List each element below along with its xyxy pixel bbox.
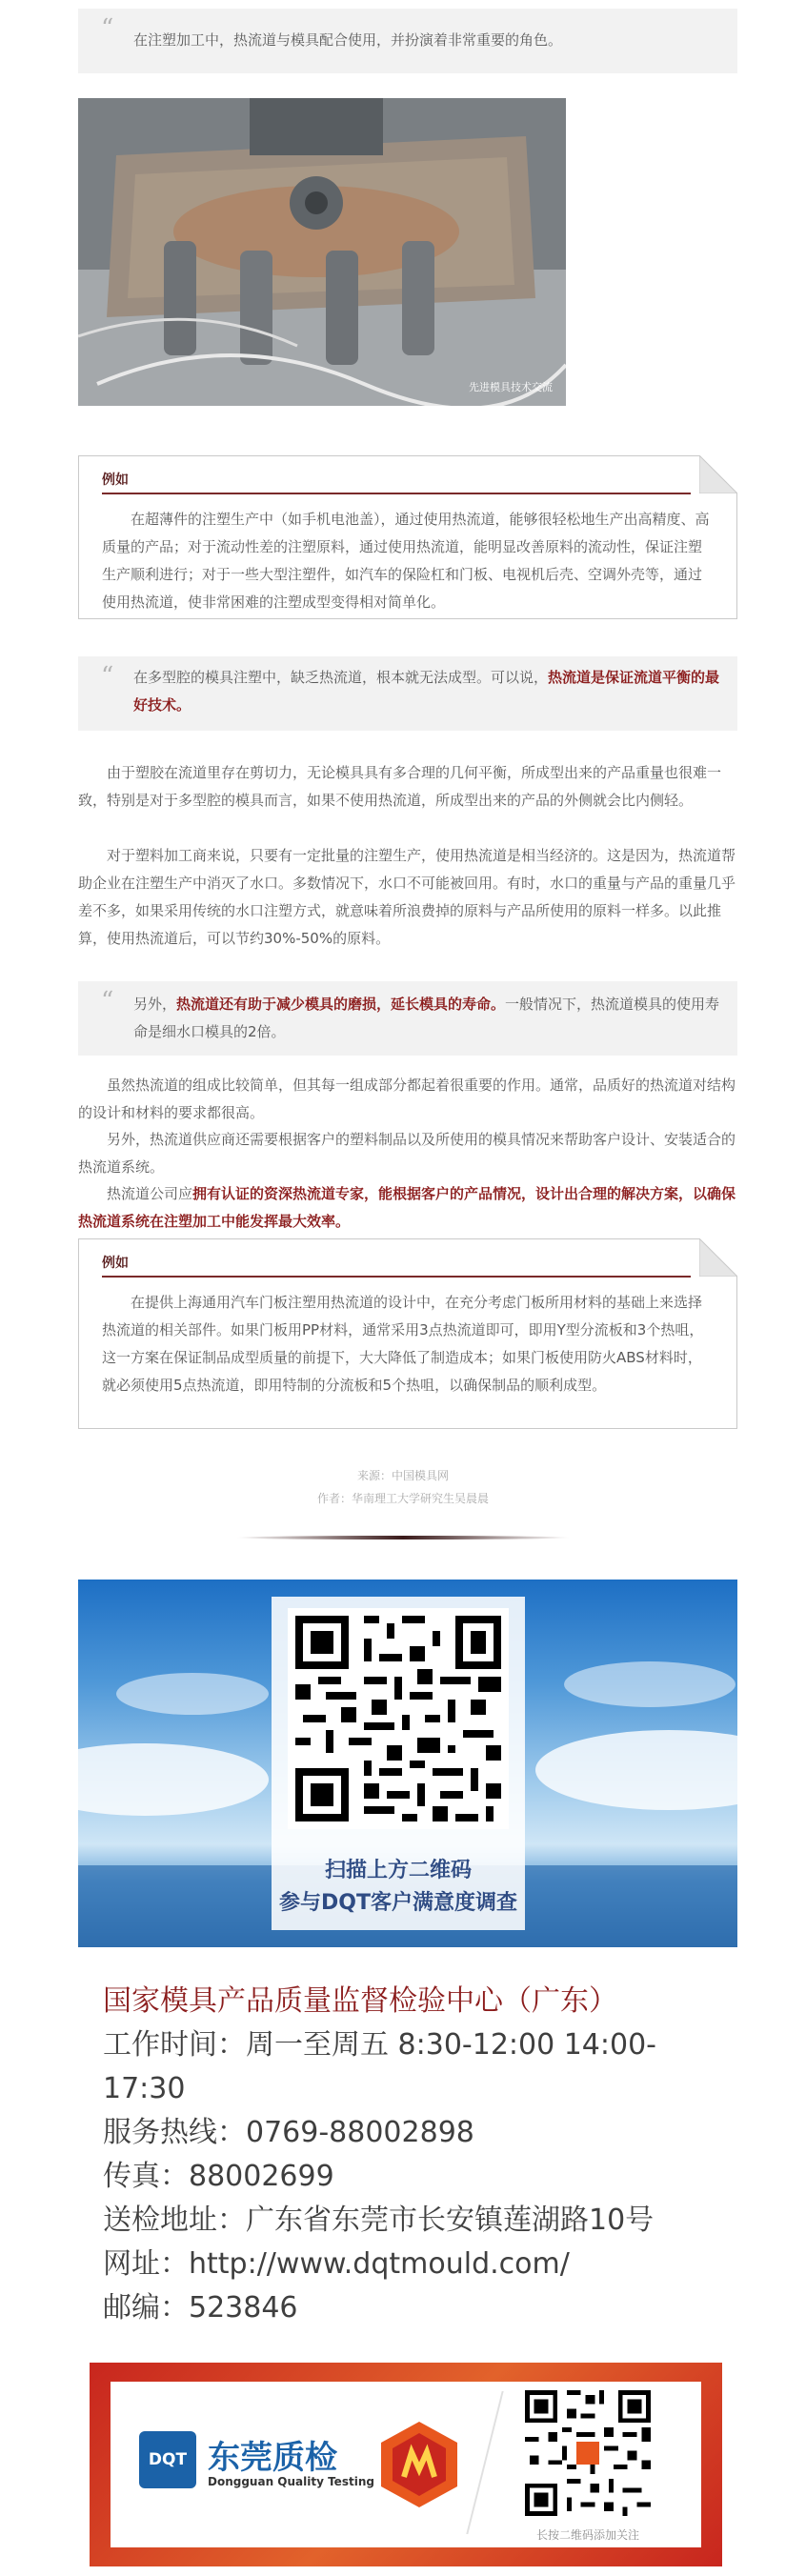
ornament-divider bbox=[236, 1536, 570, 1540]
quote-box-3 bbox=[78, 981, 737, 1056]
follow-qr-hint: 长按二维码添加关注 bbox=[535, 2528, 639, 2542]
example-title: 例如 bbox=[102, 1256, 129, 1271]
quote-mark-icon: “ bbox=[101, 662, 114, 691]
example-box-2 bbox=[78, 1238, 737, 1429]
contact-title: 国家模具产品质量监督检验中心（广东） bbox=[103, 1984, 617, 2018]
hot-runner-illustration bbox=[78, 98, 566, 406]
survey-qr-panel bbox=[272, 1597, 525, 1930]
photo-watermark: 先进模具技术交流 bbox=[469, 381, 553, 393]
hot-runner-photo bbox=[78, 98, 566, 406]
contact-hours: 工作时间：周一至周五 8:30-12:00 14:00- bbox=[103, 2028, 657, 2062]
paragraph-1: 由于塑胶在流道里存在剪切力，无论模具具有多合理的几何平衡，所成型出来的产品重量也很难一致，特别是对于多型腔的模具而言，如果不使用热流道，所成型出来的产品的外侧就会比内侧轻。 bbox=[78, 764, 722, 809]
paragraph-highlight: 拥有认证的资深热流道专家，能根据客户的产品情况，设计出合理的解决方案，以确保热流道系统在注塑加工中能发挥最大效率。 bbox=[78, 1185, 736, 1230]
contact-hotline[interactable]: 服务热线：0769-88002898 bbox=[103, 2116, 474, 2149]
paragraph-2: 对于塑料加工商来说，只要有一定批量的注塑生产，使用热流道是相当经济的。这是因为，热流道帮助企业在注塑生产中消灭了水口。多数情况下，水口不可能被回用。有时，水口的重量与产品的重量几乎差不多，如果采用传统的水口注塑方式，就意味着所浪费掉的原料与产品所使用的原料一样多。以此推算，使用热流道后，可以节约30%-50%的原料。 bbox=[78, 847, 736, 947]
paragraph-3: 虽然热流道的组成比较简单，但其每一组成部分都起着很重要的作用。通常，品质好的热流道对结构的设计和材料的要求都很高。 bbox=[78, 1077, 736, 1121]
contact-address: 送检地址：广东省东莞市长安镇莲湖路10号 bbox=[103, 2204, 655, 2237]
quote-text: 在多型腔的模具注塑中，缺乏热流道，根本就无法成型。可以说，热流道是保证流道平衡的最好技术。 bbox=[133, 669, 720, 714]
example-divider bbox=[102, 1276, 691, 1278]
dqt-logo-icon: DQT bbox=[139, 2431, 196, 2488]
article-author: 作者：华南理工大学研究生吴晨晨 bbox=[316, 1492, 489, 1505]
article-source: 来源：中国模具网 bbox=[356, 1469, 449, 1482]
contact-postcode: 邮编：523846 bbox=[103, 2291, 298, 2324]
quote-text: 在注塑加工中，热流道与模具配合使用，并扮演着非常重要的角色。 bbox=[133, 31, 563, 49]
brand-divider bbox=[466, 2391, 503, 2534]
quote-box-1 bbox=[78, 9, 737, 73]
contact-hours-cont: 17:30 bbox=[103, 2072, 186, 2105]
brand-name-en: Dongguan Quality Testing bbox=[208, 2475, 374, 2488]
brand-banner[interactable] bbox=[90, 2363, 722, 2566]
survey-caption-line2: 参与DQT客户满意度调查 bbox=[279, 1891, 517, 1915]
brand-name-cn: 东莞质检 bbox=[208, 2439, 337, 2477]
quote-mark-icon: “ bbox=[101, 14, 114, 43]
paragraph-5: 热流道公司应拥有认证的资深热流道专家，能根据客户的产品情况，设计出合理的解决方案，以确保热流道系统在注塑加工中能发挥最大效率。 bbox=[78, 1185, 736, 1230]
example-divider bbox=[102, 493, 691, 494]
paragraph-4: 另外，热流道供应商还需要根据客户的塑料制品以及所使用的模具情况来帮助客户设计、安装适合的热流道系统。 bbox=[78, 1131, 736, 1176]
folded-corner-icon bbox=[699, 455, 737, 493]
example-text: 在提供上海通用汽车门板注塑用热流道的设计中，在充分考虑门板所用材料的基础上来选择热流道的相关部件。如果门板用PP材料，通常采用3点热流道即可，即用Y型分流板和3个热咀，这一方案在保证制品成型质量的前提下，大大降低了制造成本；如果门板使用防火ABS材料时，就必须使用5点热流道，即用特制的分流板和5个热咀，以确保制品的顺利成型。 bbox=[102, 1294, 704, 1394]
quote-text: 另外，热流道还有助于减少模具的磨损，延长模具的寿命。一般情况下，热流道模具的使用寿命是细水口模具的2倍。 bbox=[133, 996, 720, 1040]
contact-fax: 传真：88002699 bbox=[103, 2160, 334, 2193]
folded-corner-icon bbox=[699, 1238, 737, 1277]
quote-highlight: 热流道是保证流道平衡的最好技术。 bbox=[133, 669, 720, 714]
hexagon-emblem-icon bbox=[379, 2420, 459, 2509]
quote-box-2 bbox=[78, 656, 737, 731]
survey-qr-code[interactable] bbox=[288, 1608, 509, 1829]
example-text: 在超薄件的注塑生产中（如手机电池盖），通过使用热流道，能够很轻松地生产出高精度、高质量的产品；对于流动性差的注塑原料，通过使用热流道，能明显改善原料的流动性，保证注塑生产顺利进行；对于一些大型注塑件，如汽车的保险杠和门板、电视机后壳、空调外壳等，通过使用热流道，使非常困难的注塑成型变得相对简单化。 bbox=[102, 511, 710, 611]
quote-highlight: 热流道还有助于减少模具的磨损，延长模具的寿命。 bbox=[176, 996, 506, 1013]
contact-website[interactable]: 网址：http://www.dqtmould.com/ bbox=[103, 2247, 570, 2281]
survey-caption-line1: 扫描上方二维码 bbox=[324, 1859, 472, 1882]
example-title: 例如 bbox=[102, 473, 129, 488]
brand-card bbox=[111, 2382, 701, 2547]
quote-mark-icon: “ bbox=[101, 987, 114, 1016]
survey-banner[interactable] bbox=[78, 1580, 737, 1947]
example-box-1 bbox=[78, 455, 737, 619]
follow-qr-code[interactable] bbox=[520, 2385, 655, 2521]
